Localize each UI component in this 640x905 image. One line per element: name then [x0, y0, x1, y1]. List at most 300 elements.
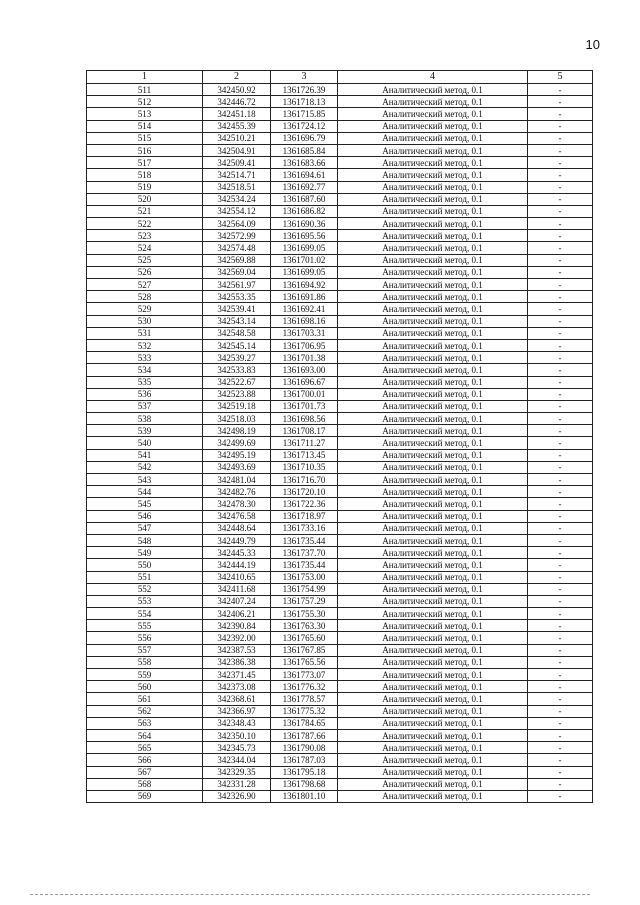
- x-coordinate-cell: 342326.90: [203, 790, 271, 802]
- x-coordinate-cell: 342561.97: [203, 279, 271, 291]
- x-coordinate-cell: 342407.24: [203, 595, 271, 607]
- y-coordinate-cell: 1361798.68: [271, 778, 338, 790]
- method-accuracy-cell: Аналитический метод, 0.1: [338, 266, 528, 278]
- note-cell: -: [528, 534, 593, 546]
- table-row: [87, 522, 593, 534]
- point-number-cell: 538: [87, 413, 203, 425]
- y-coordinate-cell: 1361763.30: [271, 620, 338, 632]
- table-row: [87, 218, 593, 230]
- y-coordinate-cell: 1361790.08: [271, 742, 338, 754]
- method-accuracy-cell: Аналитический метод, 0.1: [338, 498, 528, 510]
- point-number-cell: 550: [87, 559, 203, 571]
- note-cell: -: [528, 705, 593, 717]
- note-cell: -: [528, 754, 593, 766]
- y-coordinate-cell: 1361690.36: [271, 218, 338, 230]
- method-accuracy-cell: Аналитический метод, 0.1: [338, 595, 528, 607]
- table-row: [87, 266, 593, 278]
- method-accuracy-cell: Аналитический метод, 0.1: [338, 96, 528, 108]
- note-cell: -: [528, 181, 593, 193]
- table-row: [87, 498, 593, 510]
- method-accuracy-cell: Аналитический метод, 0.1: [338, 254, 528, 266]
- note-cell: -: [528, 108, 593, 120]
- method-accuracy-cell: Аналитический метод, 0.1: [338, 339, 528, 351]
- y-coordinate-cell: 1361701.38: [271, 352, 338, 364]
- method-accuracy-cell: Аналитический метод, 0.1: [338, 193, 528, 205]
- note-cell: -: [528, 132, 593, 144]
- note-cell: -: [528, 144, 593, 156]
- x-coordinate-cell: 342548.58: [203, 327, 271, 339]
- table-row: [87, 425, 593, 437]
- note-cell: -: [528, 632, 593, 644]
- x-coordinate-cell: 342553.35: [203, 291, 271, 303]
- x-coordinate-cell: 342510.21: [203, 132, 271, 144]
- table-row: [87, 583, 593, 595]
- method-accuracy-cell: Аналитический метод, 0.1: [338, 656, 528, 668]
- x-coordinate-cell: 342522.67: [203, 376, 271, 388]
- table-row: [87, 388, 593, 400]
- note-cell: -: [528, 279, 593, 291]
- table-row: [87, 510, 593, 522]
- note-cell: -: [528, 498, 593, 510]
- method-accuracy-cell: Аналитический метод, 0.1: [338, 315, 528, 327]
- point-number-cell: 548: [87, 534, 203, 546]
- y-coordinate-cell: 1361698.56: [271, 413, 338, 425]
- point-number-cell: 566: [87, 754, 203, 766]
- note-cell: -: [528, 84, 593, 96]
- note-cell: -: [528, 242, 593, 254]
- table-row: [87, 729, 593, 741]
- y-coordinate-cell: 1361801.10: [271, 790, 338, 802]
- method-accuracy-cell: Аналитический метод, 0.1: [338, 754, 528, 766]
- point-number-cell: 558: [87, 656, 203, 668]
- note-cell: -: [528, 742, 593, 754]
- note-cell: -: [528, 193, 593, 205]
- method-accuracy-cell: Аналитический метод, 0.1: [338, 279, 528, 291]
- x-coordinate-cell: 342345.73: [203, 742, 271, 754]
- point-number-cell: 531: [87, 327, 203, 339]
- method-accuracy-cell: Аналитический метод, 0.1: [338, 534, 528, 546]
- note-cell: -: [528, 291, 593, 303]
- y-coordinate-cell: 1361724.12: [271, 120, 338, 132]
- y-coordinate-cell: 1361692.77: [271, 181, 338, 193]
- x-coordinate-cell: 342518.03: [203, 413, 271, 425]
- note-cell: -: [528, 474, 593, 486]
- table-row: [87, 144, 593, 156]
- table-row: [87, 705, 593, 717]
- y-coordinate-cell: 1361753.00: [271, 571, 338, 583]
- note-cell: -: [528, 559, 593, 571]
- y-coordinate-cell: 1361695.56: [271, 230, 338, 242]
- y-coordinate-cell: 1361691.86: [271, 291, 338, 303]
- point-number-cell: 542: [87, 461, 203, 473]
- point-number-cell: 528: [87, 291, 203, 303]
- y-coordinate-cell: 1361701.02: [271, 254, 338, 266]
- x-coordinate-cell: 342451.18: [203, 108, 271, 120]
- note-cell: -: [528, 120, 593, 132]
- method-accuracy-cell: Аналитический метод, 0.1: [338, 364, 528, 376]
- method-accuracy-cell: Аналитический метод, 0.1: [338, 547, 528, 559]
- x-coordinate-cell: 342368.61: [203, 693, 271, 705]
- point-number-cell: 541: [87, 449, 203, 461]
- note-cell: -: [528, 669, 593, 681]
- point-number-cell: 516: [87, 144, 203, 156]
- note-cell: -: [528, 413, 593, 425]
- table-row: [87, 413, 593, 425]
- x-coordinate-cell: 342518.51: [203, 181, 271, 193]
- y-coordinate-cell: 1361711.27: [271, 437, 338, 449]
- y-coordinate-cell: 1361787.03: [271, 754, 338, 766]
- y-coordinate-cell: 1361693.00: [271, 364, 338, 376]
- y-coordinate-cell: 1361686.82: [271, 205, 338, 217]
- point-number-cell: 532: [87, 339, 203, 351]
- table-row: [87, 132, 593, 144]
- header-col-1: 1: [87, 71, 203, 84]
- method-accuracy-cell: Аналитический метод, 0.1: [338, 705, 528, 717]
- method-accuracy-cell: Аналитический метод, 0.1: [338, 218, 528, 230]
- method-accuracy-cell: Аналитический метод, 0.1: [338, 291, 528, 303]
- table-row: [87, 461, 593, 473]
- header-col-5: 5: [528, 71, 593, 84]
- note-cell: -: [528, 352, 593, 364]
- x-coordinate-cell: 342410.65: [203, 571, 271, 583]
- x-coordinate-cell: 342495.19: [203, 449, 271, 461]
- header-col-4: 4: [338, 71, 528, 84]
- note-cell: -: [528, 315, 593, 327]
- table-row: [87, 291, 593, 303]
- method-accuracy-cell: Аналитический метод, 0.1: [338, 205, 528, 217]
- note-cell: -: [528, 254, 593, 266]
- point-number-cell: 551: [87, 571, 203, 583]
- x-coordinate-cell: 342514.71: [203, 169, 271, 181]
- y-coordinate-cell: 1361696.67: [271, 376, 338, 388]
- x-coordinate-cell: 342444.19: [203, 559, 271, 571]
- header-col-2: 2: [203, 71, 271, 84]
- method-accuracy-cell: Аналитический метод, 0.1: [338, 632, 528, 644]
- note-cell: -: [528, 169, 593, 181]
- y-coordinate-cell: 1361722.36: [271, 498, 338, 510]
- x-coordinate-cell: 342533.83: [203, 364, 271, 376]
- note-cell: -: [528, 790, 593, 802]
- table-row: [87, 193, 593, 205]
- y-coordinate-cell: 1361687.60: [271, 193, 338, 205]
- x-coordinate-cell: 342569.88: [203, 254, 271, 266]
- table-row: [87, 778, 593, 790]
- point-number-cell: 539: [87, 425, 203, 437]
- y-coordinate-cell: 1361720.10: [271, 486, 338, 498]
- point-number-cell: 512: [87, 96, 203, 108]
- y-coordinate-cell: 1361685.84: [271, 144, 338, 156]
- method-accuracy-cell: Аналитический метод, 0.1: [338, 486, 528, 498]
- table-row: [87, 230, 593, 242]
- table-row: [87, 766, 593, 778]
- point-number-cell: 554: [87, 608, 203, 620]
- point-number-cell: 549: [87, 547, 203, 559]
- table-row: [87, 327, 593, 339]
- coordinates-table: [86, 70, 593, 803]
- y-coordinate-cell: 1361703.31: [271, 327, 338, 339]
- x-coordinate-cell: 342482.76: [203, 486, 271, 498]
- table-row: [87, 790, 593, 802]
- method-accuracy-cell: Аналитический метод, 0.1: [338, 400, 528, 412]
- method-accuracy-cell: Аналитический метод, 0.1: [338, 583, 528, 595]
- note-cell: -: [528, 522, 593, 534]
- point-number-cell: 563: [87, 717, 203, 729]
- point-number-cell: 545: [87, 498, 203, 510]
- x-coordinate-cell: 342476.58: [203, 510, 271, 522]
- note-cell: -: [528, 583, 593, 595]
- table-row: [87, 632, 593, 644]
- y-coordinate-cell: 1361755.30: [271, 608, 338, 620]
- y-coordinate-cell: 1361699.05: [271, 266, 338, 278]
- table-row: [87, 486, 593, 498]
- x-coordinate-cell: 342534.24: [203, 193, 271, 205]
- x-coordinate-cell: 342569.04: [203, 266, 271, 278]
- note-cell: -: [528, 547, 593, 559]
- point-number-cell: 565: [87, 742, 203, 754]
- footer-rule: [30, 894, 590, 895]
- point-number-cell: 543: [87, 474, 203, 486]
- x-coordinate-cell: 342450.92: [203, 84, 271, 96]
- y-coordinate-cell: 1361726.39: [271, 84, 338, 96]
- method-accuracy-cell: Аналитический метод, 0.1: [338, 413, 528, 425]
- y-coordinate-cell: 1361754.99: [271, 583, 338, 595]
- table-row: [87, 169, 593, 181]
- table-row: [87, 96, 593, 108]
- note-cell: -: [528, 388, 593, 400]
- point-number-cell: 568: [87, 778, 203, 790]
- method-accuracy-cell: Аналитический метод, 0.1: [338, 461, 528, 473]
- x-coordinate-cell: 342509.41: [203, 157, 271, 169]
- point-number-cell: 557: [87, 644, 203, 656]
- x-coordinate-cell: 342386.38: [203, 656, 271, 668]
- note-cell: -: [528, 218, 593, 230]
- method-accuracy-cell: Аналитический метод, 0.1: [338, 669, 528, 681]
- x-coordinate-cell: 342329.35: [203, 766, 271, 778]
- x-coordinate-cell: 342350.10: [203, 729, 271, 741]
- method-accuracy-cell: Аналитический метод, 0.1: [338, 157, 528, 169]
- method-accuracy-cell: Аналитический метод, 0.1: [338, 766, 528, 778]
- point-number-cell: 556: [87, 632, 203, 644]
- point-number-cell: 519: [87, 181, 203, 193]
- table-row: [87, 315, 593, 327]
- y-coordinate-cell: 1361694.61: [271, 169, 338, 181]
- method-accuracy-cell: Аналитический метод, 0.1: [338, 376, 528, 388]
- y-coordinate-cell: 1361700.01: [271, 388, 338, 400]
- table-row: [87, 181, 593, 193]
- table-row: [87, 376, 593, 388]
- y-coordinate-cell: 1361735.44: [271, 534, 338, 546]
- method-accuracy-cell: Аналитический метод, 0.1: [338, 717, 528, 729]
- method-accuracy-cell: Аналитический метод, 0.1: [338, 790, 528, 802]
- x-coordinate-cell: 342499.69: [203, 437, 271, 449]
- note-cell: -: [528, 400, 593, 412]
- table-row: [87, 205, 593, 217]
- x-coordinate-cell: 342445.33: [203, 547, 271, 559]
- table-row: [87, 669, 593, 681]
- note-cell: -: [528, 376, 593, 388]
- table-row: [87, 644, 593, 656]
- point-number-cell: 526: [87, 266, 203, 278]
- method-accuracy-cell: Аналитический метод, 0.1: [338, 571, 528, 583]
- point-number-cell: 562: [87, 705, 203, 717]
- point-number-cell: 520: [87, 193, 203, 205]
- y-coordinate-cell: 1361706.95: [271, 339, 338, 351]
- y-coordinate-cell: 1361765.56: [271, 656, 338, 668]
- note-cell: -: [528, 266, 593, 278]
- x-coordinate-cell: 342371.45: [203, 669, 271, 681]
- point-number-cell: 553: [87, 595, 203, 607]
- method-accuracy-cell: Аналитический метод, 0.1: [338, 644, 528, 656]
- method-accuracy-cell: Аналитический метод, 0.1: [338, 620, 528, 632]
- point-number-cell: 524: [87, 242, 203, 254]
- method-accuracy-cell: Аналитический метод, 0.1: [338, 559, 528, 571]
- method-accuracy-cell: Аналитический метод, 0.1: [338, 729, 528, 741]
- x-coordinate-cell: 342448.64: [203, 522, 271, 534]
- note-cell: -: [528, 656, 593, 668]
- x-coordinate-cell: 342446.72: [203, 96, 271, 108]
- point-number-cell: 561: [87, 693, 203, 705]
- table-row: [87, 254, 593, 266]
- table-row: [87, 474, 593, 486]
- x-coordinate-cell: 342504.91: [203, 144, 271, 156]
- y-coordinate-cell: 1361795.18: [271, 766, 338, 778]
- note-cell: -: [528, 449, 593, 461]
- point-number-cell: 535: [87, 376, 203, 388]
- y-coordinate-cell: 1361787.66: [271, 729, 338, 741]
- table-row: [87, 339, 593, 351]
- x-coordinate-cell: 342498.19: [203, 425, 271, 437]
- table-row: [87, 608, 593, 620]
- note-cell: -: [528, 766, 593, 778]
- table-row: [87, 681, 593, 693]
- table-row: [87, 157, 593, 169]
- note-cell: -: [528, 205, 593, 217]
- point-number-cell: 544: [87, 486, 203, 498]
- y-coordinate-cell: 1361773.07: [271, 669, 338, 681]
- table-row: [87, 595, 593, 607]
- method-accuracy-cell: Аналитический метод, 0.1: [338, 437, 528, 449]
- x-coordinate-cell: 342519.18: [203, 400, 271, 412]
- table-row: [87, 108, 593, 120]
- table-row: [87, 352, 593, 364]
- note-cell: -: [528, 303, 593, 315]
- method-accuracy-cell: Аналитический метод, 0.1: [338, 84, 528, 96]
- x-coordinate-cell: 342449.79: [203, 534, 271, 546]
- table-header: [87, 71, 593, 84]
- x-coordinate-cell: 342554.12: [203, 205, 271, 217]
- table-row: [87, 437, 593, 449]
- method-accuracy-cell: Аналитический метод, 0.1: [338, 681, 528, 693]
- y-coordinate-cell: 1361713.45: [271, 449, 338, 461]
- table-body: [87, 84, 593, 803]
- method-accuracy-cell: Аналитический метод, 0.1: [338, 303, 528, 315]
- table-row: [87, 571, 593, 583]
- x-coordinate-cell: 342572.99: [203, 230, 271, 242]
- note-cell: -: [528, 437, 593, 449]
- table-row: [87, 534, 593, 546]
- x-coordinate-cell: 342387.53: [203, 644, 271, 656]
- y-coordinate-cell: 1361715.85: [271, 108, 338, 120]
- y-coordinate-cell: 1361710.35: [271, 461, 338, 473]
- y-coordinate-cell: 1361718.97: [271, 510, 338, 522]
- table-row: [87, 656, 593, 668]
- note-cell: -: [528, 157, 593, 169]
- y-coordinate-cell: 1361765.60: [271, 632, 338, 644]
- x-coordinate-cell: 342373.08: [203, 681, 271, 693]
- y-coordinate-cell: 1361784.65: [271, 717, 338, 729]
- table-row: [87, 547, 593, 559]
- note-cell: -: [528, 620, 593, 632]
- method-accuracy-cell: Аналитический метод, 0.1: [338, 242, 528, 254]
- y-coordinate-cell: 1361716.70: [271, 474, 338, 486]
- point-number-cell: 533: [87, 352, 203, 364]
- point-number-cell: 529: [87, 303, 203, 315]
- note-cell: -: [528, 461, 593, 473]
- y-coordinate-cell: 1361733.16: [271, 522, 338, 534]
- note-cell: -: [528, 693, 593, 705]
- x-coordinate-cell: 342481.04: [203, 474, 271, 486]
- note-cell: -: [528, 595, 593, 607]
- x-coordinate-cell: 342539.27: [203, 352, 271, 364]
- note-cell: -: [528, 486, 593, 498]
- y-coordinate-cell: 1361735.44: [271, 559, 338, 571]
- table-row: [87, 754, 593, 766]
- method-accuracy-cell: Аналитический метод, 0.1: [338, 352, 528, 364]
- y-coordinate-cell: 1361708.17: [271, 425, 338, 437]
- x-coordinate-cell: 342392.00: [203, 632, 271, 644]
- method-accuracy-cell: Аналитический метод, 0.1: [338, 144, 528, 156]
- note-cell: -: [528, 778, 593, 790]
- table-row: [87, 364, 593, 376]
- table-row: [87, 303, 593, 315]
- page-number: 10: [585, 37, 600, 52]
- method-accuracy-cell: Аналитический метод, 0.1: [338, 778, 528, 790]
- y-coordinate-cell: 1361775.32: [271, 705, 338, 717]
- y-coordinate-cell: 1361757.29: [271, 595, 338, 607]
- header-row: [87, 71, 593, 84]
- note-cell: -: [528, 729, 593, 741]
- method-accuracy-cell: Аналитический метод, 0.1: [338, 742, 528, 754]
- point-number-cell: 515: [87, 132, 203, 144]
- y-coordinate-cell: 1361776.32: [271, 681, 338, 693]
- x-coordinate-cell: 342574.48: [203, 242, 271, 254]
- note-cell: -: [528, 425, 593, 437]
- y-coordinate-cell: 1361778.57: [271, 693, 338, 705]
- point-number-cell: 540: [87, 437, 203, 449]
- x-coordinate-cell: 342539.41: [203, 303, 271, 315]
- table-row: [87, 242, 593, 254]
- x-coordinate-cell: 342543.14: [203, 315, 271, 327]
- point-number-cell: 555: [87, 620, 203, 632]
- note-cell: -: [528, 364, 593, 376]
- point-number-cell: 517: [87, 157, 203, 169]
- point-number-cell: 537: [87, 400, 203, 412]
- table-row: [87, 400, 593, 412]
- point-number-cell: 547: [87, 522, 203, 534]
- point-number-cell: 513: [87, 108, 203, 120]
- method-accuracy-cell: Аналитический метод, 0.1: [338, 522, 528, 534]
- table-row: [87, 693, 593, 705]
- table-row: [87, 279, 593, 291]
- note-cell: -: [528, 644, 593, 656]
- x-coordinate-cell: 342493.69: [203, 461, 271, 473]
- y-coordinate-cell: 1361718.13: [271, 96, 338, 108]
- note-cell: -: [528, 681, 593, 693]
- table-row: [87, 559, 593, 571]
- x-coordinate-cell: 342390.84: [203, 620, 271, 632]
- point-number-cell: 514: [87, 120, 203, 132]
- x-coordinate-cell: 342478.30: [203, 498, 271, 510]
